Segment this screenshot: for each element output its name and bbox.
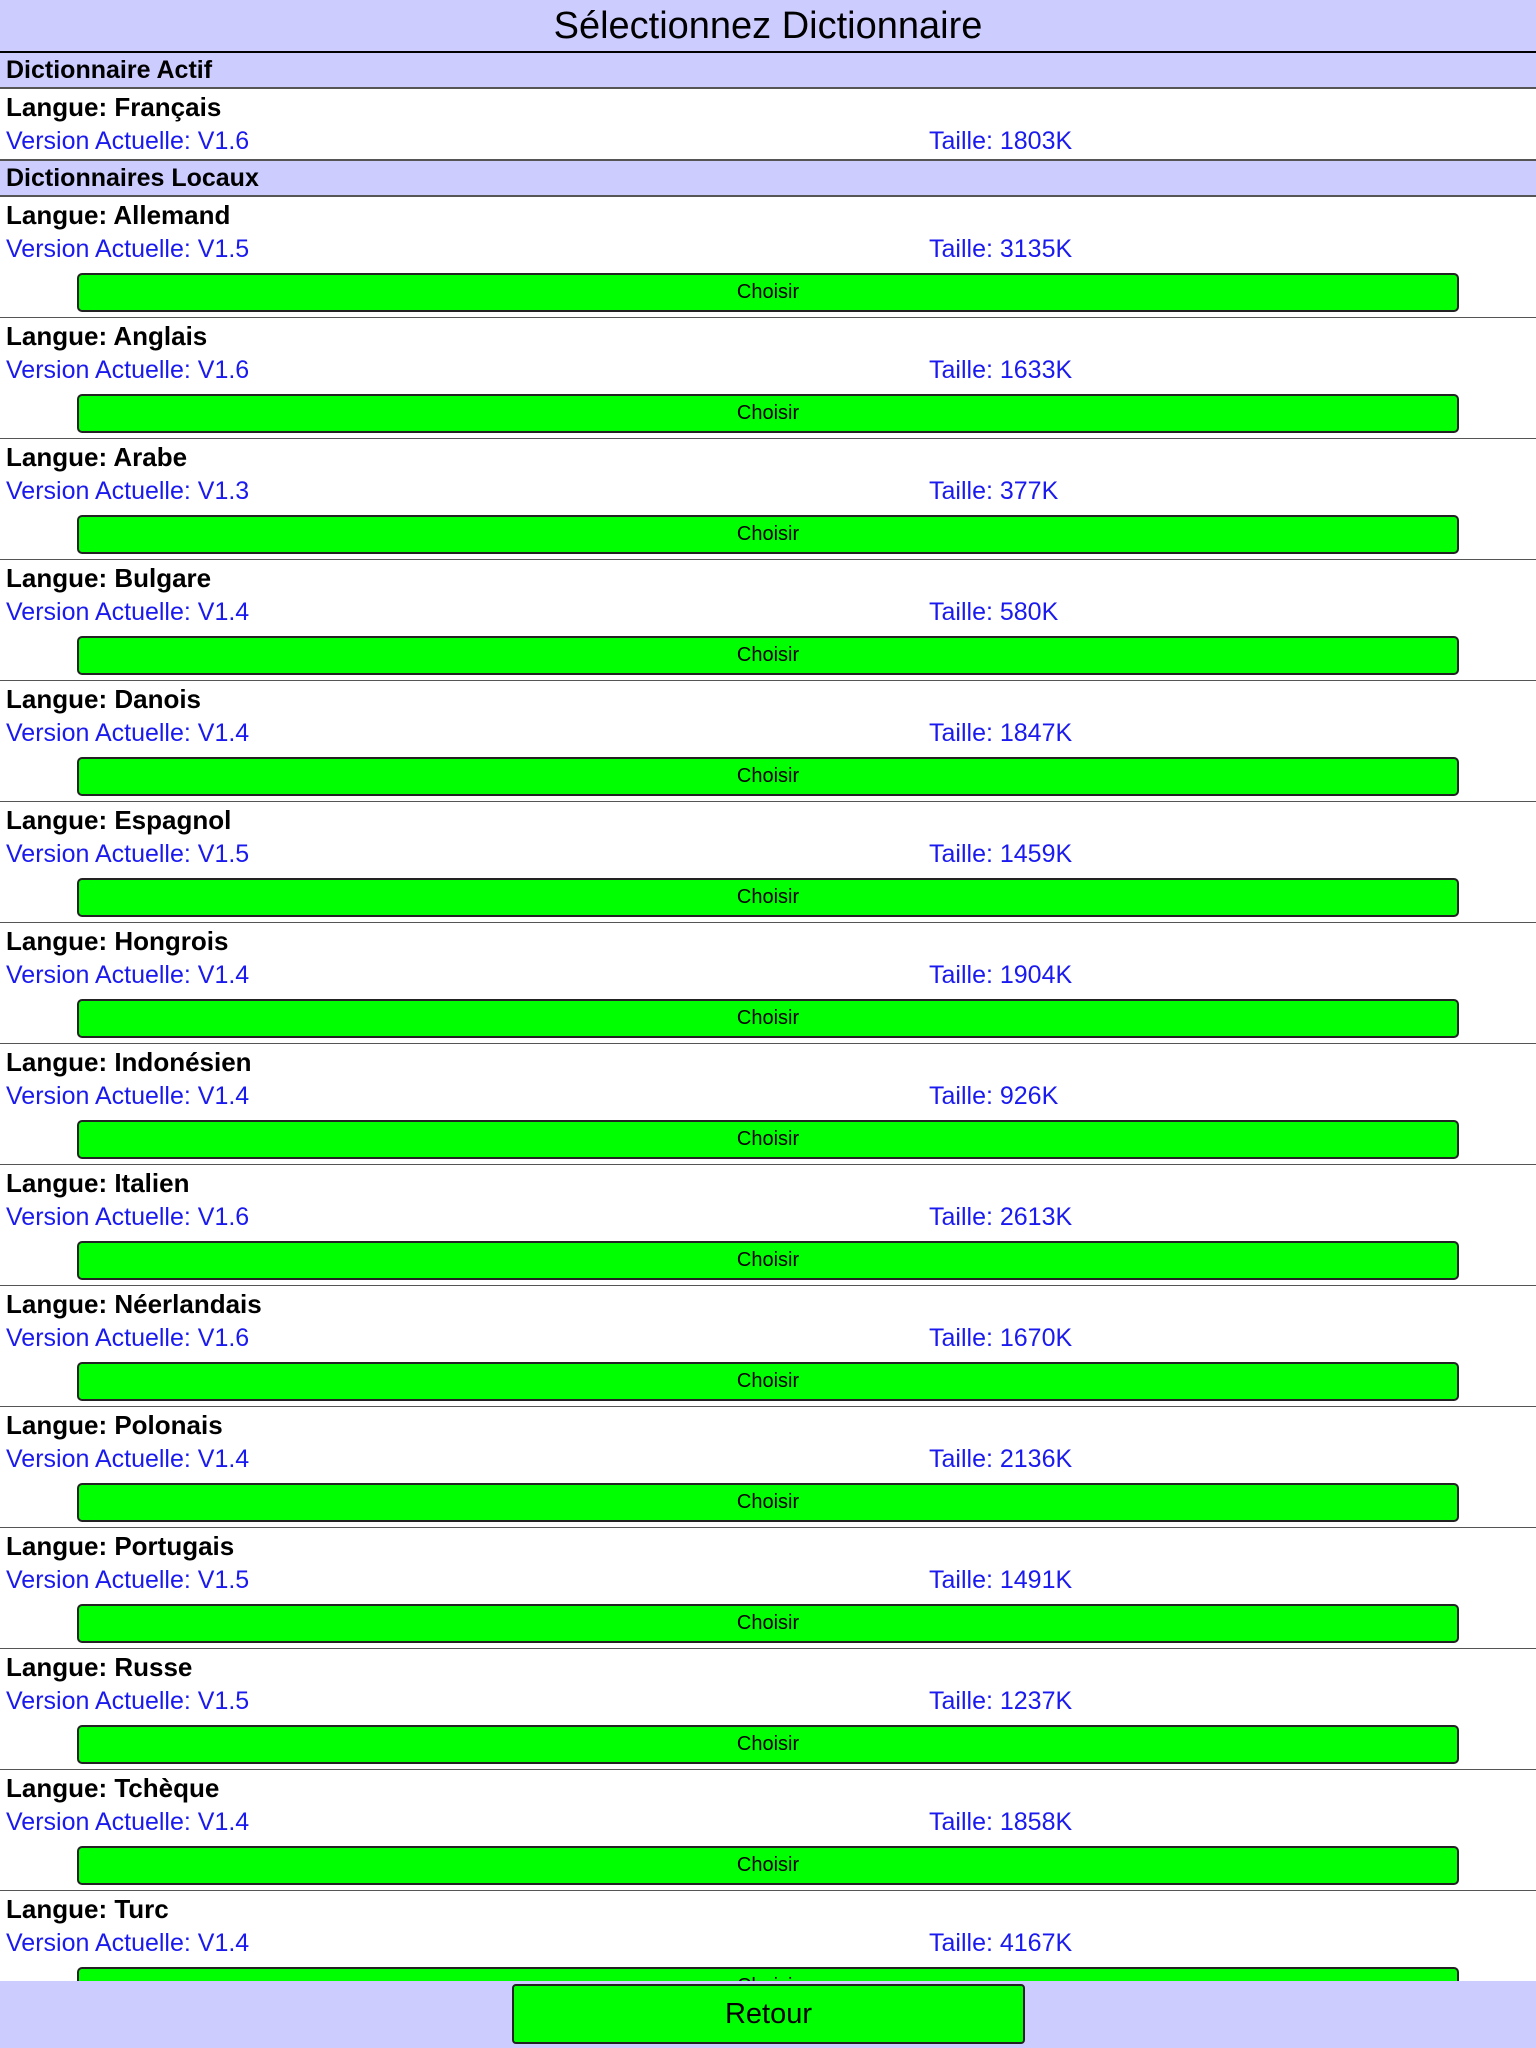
language-label: Langue: Russe xyxy=(6,1652,193,1682)
version-label: Version Actuelle: V1.4 xyxy=(6,1929,250,1957)
dictionary-entry xyxy=(0,197,1536,318)
language-label: Langue: Danois xyxy=(6,684,202,714)
dictionary-entry xyxy=(0,318,1536,439)
size-label: Taille: 926K xyxy=(929,1082,1059,1110)
size-label: Taille: 377K xyxy=(929,477,1059,505)
version-label: Version Actuelle: V1.3 xyxy=(6,477,250,505)
choose-button[interactable]: Choisir xyxy=(77,1604,1459,1643)
version-label: Version Actuelle: V1.4 xyxy=(6,961,250,989)
dictionary-list[interactable] xyxy=(0,53,1536,1981)
choose-button[interactable]: Choisir xyxy=(77,878,1459,917)
language-label: Langue: Français xyxy=(6,92,222,122)
size-label: Taille: 3135K xyxy=(929,235,1073,263)
local-section-header: Dictionnaires Locaux xyxy=(0,161,1536,197)
dictionary-entry xyxy=(0,1407,1536,1528)
version-label: Version Actuelle: V1.6 xyxy=(6,1324,250,1352)
choose-button[interactable]: Choisir xyxy=(77,1362,1459,1401)
version-label: Version Actuelle: V1.4 xyxy=(6,598,250,626)
dictionary-entry xyxy=(0,1770,1536,1891)
size-label: Taille: 2613K xyxy=(929,1203,1073,1231)
dictionary-entry xyxy=(0,439,1536,560)
version-label: Version Actuelle: V1.5 xyxy=(6,840,250,868)
version-label: Version Actuelle: V1.5 xyxy=(6,235,250,263)
size-label: Taille: 1633K xyxy=(929,356,1073,384)
language-label: Langue: Tchèque xyxy=(6,1773,220,1803)
version-label: Version Actuelle: V1.6 xyxy=(6,356,250,384)
version-label: Version Actuelle: V1.4 xyxy=(6,1082,250,1110)
choose-button[interactable]: Choisir xyxy=(77,757,1459,796)
language-label: Langue: Anglais xyxy=(6,321,208,351)
active-dictionary-entry xyxy=(0,89,1536,161)
language-label: Langue: Espagnol xyxy=(6,805,232,835)
dictionary-entry xyxy=(0,1286,1536,1407)
choose-button[interactable]: Choisir xyxy=(77,1483,1459,1522)
local-dictionary-list xyxy=(0,197,1536,2012)
dictionary-entry xyxy=(0,802,1536,923)
size-label: Taille: 2136K xyxy=(929,1445,1073,1473)
size-label: Taille: 1459K xyxy=(929,840,1073,868)
version-label: Version Actuelle: V1.5 xyxy=(6,1566,250,1594)
dictionary-entry xyxy=(0,1044,1536,1165)
language-label: Langue: Hongrois xyxy=(6,926,229,956)
version-label: Version Actuelle: V1.5 xyxy=(6,1687,250,1715)
language-label: Langue: Indonésien xyxy=(6,1047,252,1077)
active-section-header: Dictionnaire Actif xyxy=(0,53,1536,89)
language-label: Langue: Arabe xyxy=(6,442,188,472)
choose-button[interactable]: Choisir xyxy=(77,1725,1459,1764)
choose-button[interactable]: Choisir xyxy=(77,1241,1459,1280)
footer-bar xyxy=(0,1981,1536,2048)
dictionary-entry xyxy=(0,923,1536,1044)
back-button[interactable]: Retour xyxy=(512,1984,1025,2044)
language-label: Langue: Italien xyxy=(6,1168,190,1198)
page-title: Sélectionnez Dictionnaire xyxy=(0,0,1536,53)
choose-button[interactable]: Choisir xyxy=(77,1846,1459,1885)
dictionary-entry xyxy=(0,1165,1536,1286)
choose-button[interactable]: Choisir xyxy=(77,999,1459,1038)
size-label: Taille: 1491K xyxy=(929,1566,1073,1594)
size-label: Taille: 1670K xyxy=(929,1324,1073,1352)
dictionary-entry xyxy=(0,1528,1536,1649)
choose-button[interactable]: Choisir xyxy=(77,1120,1459,1159)
size-label: Taille: 1803K xyxy=(929,127,1073,155)
version-label: Version Actuelle: V1.4 xyxy=(6,1808,250,1836)
language-label: Langue: Néerlandais xyxy=(6,1289,262,1319)
choose-button[interactable]: Choisir xyxy=(77,515,1459,554)
language-label: Langue: Polonais xyxy=(6,1410,223,1440)
size-label: Taille: 580K xyxy=(929,598,1059,626)
choose-button[interactable]: Choisir xyxy=(77,394,1459,433)
version-label: Version Actuelle: V1.6 xyxy=(6,1203,250,1231)
version-label: Version Actuelle: V1.6 xyxy=(6,127,250,155)
dictionary-entry xyxy=(0,681,1536,802)
choose-button[interactable]: Choisir xyxy=(77,636,1459,675)
choose-button[interactable]: Choisir xyxy=(77,273,1459,312)
size-label: Taille: 1858K xyxy=(929,1808,1073,1836)
size-label: Taille: 1904K xyxy=(929,961,1073,989)
size-label: Taille: 4167K xyxy=(929,1929,1073,1957)
language-label: Langue: Portugais xyxy=(6,1531,235,1561)
dictionary-entry xyxy=(0,1649,1536,1770)
version-label: Version Actuelle: V1.4 xyxy=(6,719,250,747)
version-label: Version Actuelle: V1.4 xyxy=(6,1445,250,1473)
size-label: Taille: 1847K xyxy=(929,719,1073,747)
language-label: Langue: Bulgare xyxy=(6,563,212,593)
language-label: Langue: Turc xyxy=(6,1894,169,1924)
language-label: Langue: Allemand xyxy=(6,200,231,230)
dictionary-entry xyxy=(0,560,1536,681)
size-label: Taille: 1237K xyxy=(929,1687,1073,1715)
